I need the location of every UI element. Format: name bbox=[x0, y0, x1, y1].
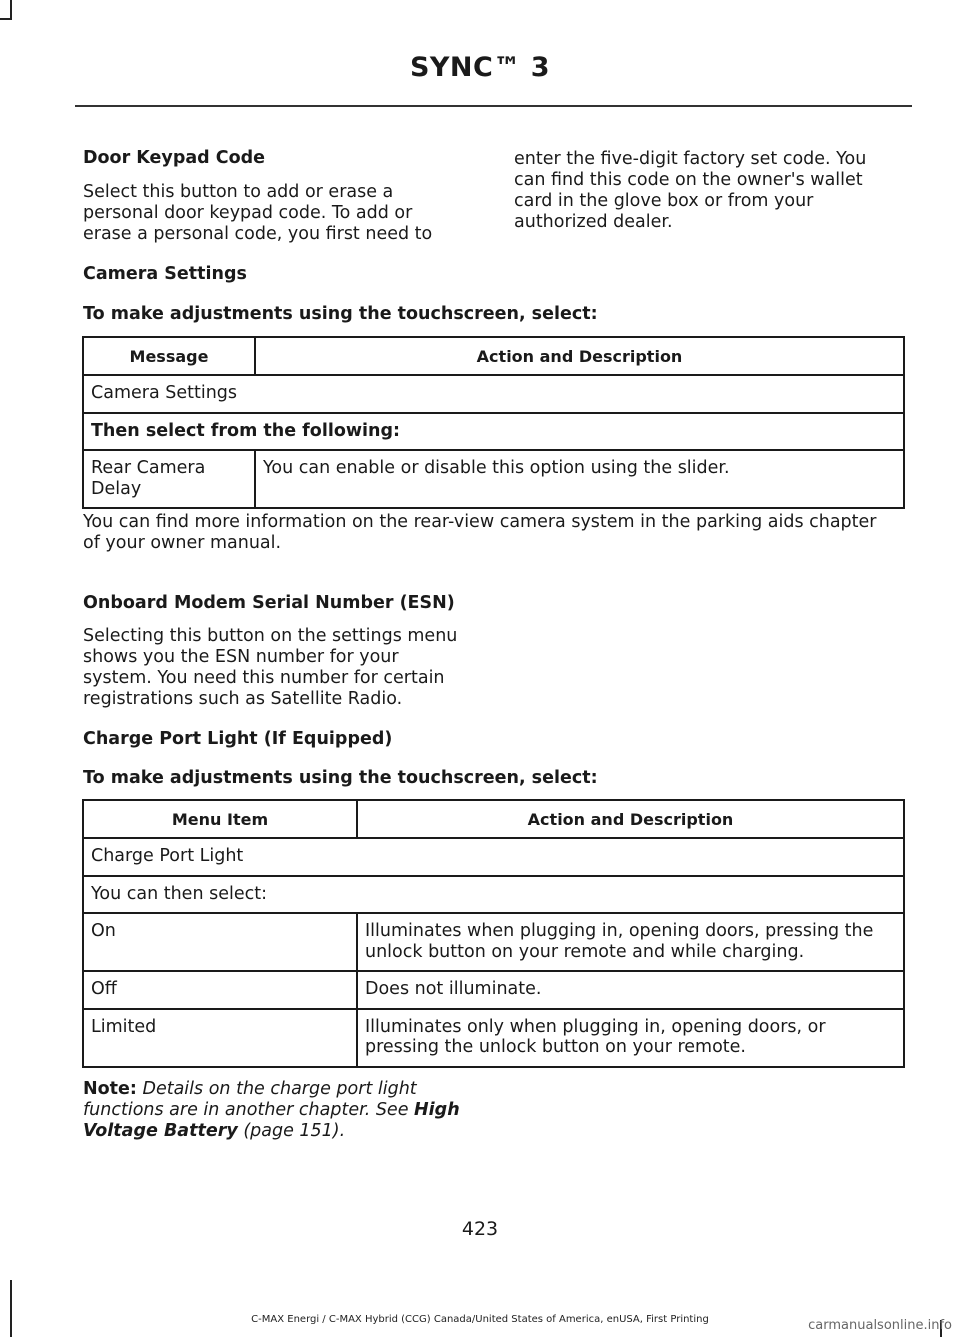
column-header-action: Action and Description bbox=[357, 800, 904, 838]
door-keypad-heading: Door Keypad Code bbox=[83, 148, 266, 168]
table-cell: On bbox=[83, 913, 357, 971]
table-cell: Then select from the following: bbox=[83, 413, 904, 451]
page-number: 423 bbox=[461, 1218, 499, 1240]
note-text: Details on the charge port light bbox=[142, 1079, 417, 1099]
table-cell: You can enable or disable this option using the slider. bbox=[255, 450, 904, 508]
text-line: Select this button to add or erase a bbox=[83, 182, 394, 202]
column-header-message: Message bbox=[83, 337, 255, 375]
table-row bbox=[83, 913, 904, 971]
text-line: You can find more information on the rear-view camera system in the parking aids chapter bbox=[83, 512, 877, 532]
crop-mark bbox=[0, 18, 12, 20]
camera-settings-subheading: To make adjustments using the touchscreen, select: bbox=[83, 304, 598, 324]
note bbox=[83, 1079, 503, 1142]
table-row bbox=[83, 971, 904, 1009]
table-row bbox=[83, 375, 904, 413]
esn-heading: Onboard Modem Serial Number (ESN) bbox=[83, 593, 455, 613]
text-line: can find this code on the owner's wallet bbox=[514, 170, 863, 190]
table-cell bbox=[357, 913, 904, 971]
text-line: of your owner manual. bbox=[83, 533, 282, 553]
text-line: authorized dealer. bbox=[514, 212, 673, 232]
page-header-title: SYNC™ 3 bbox=[409, 52, 551, 83]
door-keypad-body-left bbox=[83, 182, 483, 245]
table-row bbox=[83, 876, 904, 914]
table-cell bbox=[83, 450, 255, 508]
text-line: Rear Camera bbox=[91, 458, 206, 478]
table-row bbox=[83, 1009, 904, 1067]
charge-port-subheading: To make adjustments using the touchscreen, select: bbox=[83, 768, 598, 788]
high-voltage-battery-link[interactable]: Voltage Battery bbox=[83, 1121, 238, 1141]
header-divider bbox=[75, 105, 912, 107]
crop-mark bbox=[10, 0, 12, 18]
text-line: system. You need this number for certain bbox=[83, 668, 445, 688]
charge-port-heading: Charge Port Light (If Equipped) bbox=[83, 729, 393, 749]
table-cell: Off bbox=[83, 971, 357, 1009]
charge-port-table bbox=[82, 799, 905, 1068]
table-row bbox=[83, 413, 904, 451]
door-keypad-body-right bbox=[514, 149, 914, 233]
footer-text: C-MAX Energi / C-MAX Hybrid (CCG) Canada/United States of America, enUSA, First Printing bbox=[251, 1314, 709, 1325]
table-cell: Limited bbox=[83, 1009, 357, 1067]
table-cell: Camera Settings bbox=[83, 375, 904, 413]
text-line: Delay bbox=[91, 478, 142, 499]
table-row bbox=[83, 450, 904, 508]
text-line bbox=[83, 1100, 503, 1121]
text-line: Illuminates only when plugging in, opening doors, or bbox=[365, 1016, 826, 1037]
crop-mark bbox=[10, 1280, 12, 1337]
text-line: personal door keypad code. To add or bbox=[83, 203, 413, 223]
camera-settings-heading: Camera Settings bbox=[83, 264, 247, 284]
text-line: Selecting this button on the settings menu bbox=[83, 626, 458, 646]
text-line: unlock button on your remote and while charging. bbox=[365, 941, 805, 962]
text-line: erase a personal code, you first need to bbox=[83, 224, 433, 244]
watermark: carmanualsonline.info bbox=[808, 1318, 952, 1333]
table-row bbox=[83, 838, 904, 876]
page-reference: (page 151). bbox=[237, 1121, 346, 1141]
text-line: card in the glove box or from your bbox=[514, 191, 814, 211]
high-voltage-battery-link[interactable]: High bbox=[414, 1100, 460, 1120]
text-line bbox=[83, 1121, 503, 1142]
note-text: functions are in another chapter. See bbox=[83, 1100, 415, 1120]
note-label: Note: bbox=[83, 1079, 137, 1099]
table-cell bbox=[357, 971, 904, 1009]
text-line: enter the five-digit factory set code. You bbox=[514, 149, 867, 169]
table-cell: Charge Port Light bbox=[83, 838, 904, 876]
text-line: registrations such as Satellite Radio. bbox=[83, 689, 403, 709]
column-header-menu-item: Menu Item bbox=[83, 800, 357, 838]
column-header-action: Action and Description bbox=[255, 337, 904, 375]
esn-body bbox=[83, 626, 503, 710]
table-header-row bbox=[83, 337, 904, 375]
text-line: Does not illuminate. bbox=[365, 979, 542, 999]
table-cell bbox=[357, 1009, 904, 1067]
camera-more-info bbox=[83, 512, 913, 554]
table-cell: You can then select: bbox=[83, 876, 904, 914]
text-line: shows you the ESN number for your bbox=[83, 647, 399, 667]
text-line: Illuminates when plugging in, opening doors, pressing the bbox=[365, 921, 874, 941]
table-header-row bbox=[83, 800, 904, 838]
camera-settings-table bbox=[82, 336, 905, 509]
text-line: pressing the unlock button on your remote. bbox=[365, 1037, 746, 1057]
text-line bbox=[83, 1079, 503, 1100]
